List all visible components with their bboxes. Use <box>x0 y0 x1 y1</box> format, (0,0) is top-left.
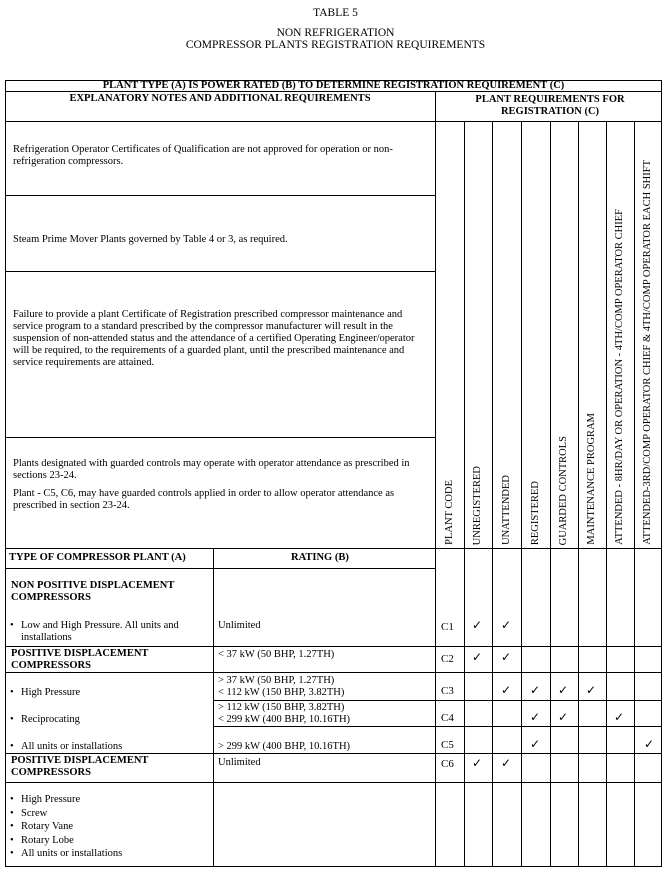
group3-item: • Rotary Vane <box>9 820 209 834</box>
group3-item: • High Pressure <box>9 793 209 807</box>
rule <box>5 646 662 647</box>
rule <box>5 568 435 569</box>
group3-item: • Rotary Lobe <box>9 834 209 848</box>
rule <box>5 672 662 673</box>
code-c5: C5 <box>441 739 454 751</box>
group3-item: • Screw <box>9 807 209 821</box>
requirements-header: PLANT REQUIREMENTS FOR REGISTRATION (C) <box>475 94 625 117</box>
rule <box>5 548 662 549</box>
rule <box>213 726 662 727</box>
check-mark: ✓ <box>501 618 512 632</box>
requirements-table <box>5 80 662 867</box>
check-mark: ✓ <box>586 683 597 697</box>
check-mark: ✓ <box>501 650 512 664</box>
group2-item-2 <box>9 714 209 726</box>
rule <box>521 121 522 867</box>
rating-c5: > 299 kW (400 BHP, 10.16TH) <box>218 741 351 752</box>
code-c6: C6 <box>441 758 454 770</box>
col-registered: REGISTERED <box>530 480 541 545</box>
group2-item: • High Pressure <box>9 687 209 699</box>
check-mark: ✓ <box>501 683 512 697</box>
rule <box>5 782 662 783</box>
code-c1: C1 <box>441 621 454 633</box>
check-mark: ✓ <box>644 737 655 751</box>
rule <box>606 121 607 867</box>
group2-title: POSITIVE DISPLACEMENT COMPRESSORS <box>11 648 149 671</box>
rule <box>5 271 435 272</box>
group1-rating: Unlimited <box>218 620 261 631</box>
col-plant-code: PLANT CODE <box>444 480 455 545</box>
note-1: Refrigeration Operator Certificates of Qualification are not approved for operation or non-refrigeration compressors. <box>13 144 393 167</box>
rule <box>492 121 493 867</box>
check-mark: ✓ <box>614 710 625 724</box>
check-mark: ✓ <box>530 710 541 724</box>
rating-c4-low: > 112 kW (150 BHP, 3.82TH) <box>218 702 345 713</box>
group1-item: • Low and High Pressure. All units and installations <box>9 620 209 644</box>
rule <box>661 80 662 867</box>
code-c4: C4 <box>441 712 454 724</box>
rule <box>213 548 214 867</box>
check-mark: ✓ <box>530 683 541 697</box>
rule <box>5 437 435 438</box>
rule <box>464 121 465 867</box>
rule <box>5 195 435 196</box>
rule <box>5 80 6 867</box>
rule <box>5 866 662 867</box>
check-mark: ✓ <box>558 683 569 697</box>
rule <box>634 121 635 867</box>
group1-title: NON POSITIVE DISPLACEMENT COMPRESSORS <box>11 580 175 603</box>
note-2: Steam Prime Mover Plants governed by Table 4 or 3, as required. <box>13 234 288 245</box>
table-label: TABLE 5 <box>313 7 358 19</box>
rule <box>550 121 551 867</box>
rule <box>435 121 662 122</box>
title-line-2: COMPRESSOR PLANTS REGISTRATION REQUIREMENTS <box>185 39 486 51</box>
rating-c3-low: > 37 kW (50 BHP, 1.27TH) <box>218 675 335 686</box>
group2-item: • Reciprocating <box>9 714 209 726</box>
note-5: Plant - C5, C6, may have guarded controls applied in order to allow operator attendance as prescribed in section 23-24. <box>13 488 395 511</box>
rule <box>5 753 662 754</box>
group1-list <box>9 620 209 644</box>
col-guarded-controls: GUARDED CONTROLS <box>558 435 569 545</box>
group3-title: POSITIVE DISPLACEMENT COMPRESSORS <box>11 755 149 778</box>
type-header: TYPE OF COMPRESSOR PLANT (A) <box>9 552 186 563</box>
check-mark: ✓ <box>501 756 512 770</box>
rule <box>435 91 436 867</box>
note-4: Plants designated with guarded controls may operate with operator attendance as prescribed in sections 23-24. <box>13 458 410 481</box>
col-attended-8hr: ATTENDED - 8HR/DAY OR OPERATION - 4TH/COMP OPERATOR CHIEF <box>614 209 625 545</box>
group3-item: • All units or installations <box>9 847 209 861</box>
rule <box>213 700 662 701</box>
group3-rating: Unlimited <box>218 757 261 768</box>
banner: PLANT TYPE (A) IS POWER RATED (B) TO DETERMINE REGISTRATION REQUIREMENT (C) <box>102 80 565 91</box>
rating-c4-high: < 299 kW (400 BHP, 10.16TH) <box>218 714 351 725</box>
note-3: Failure to provide a plant Certificate of Registration prescribed compressor maintenance and service program to a standard prescribed by the compressor manufacturer will result in the suspension of non-attended status and the attendance of a certified Operating Engineer/operator will be required, to the requirements of a guarded plant, until the prescribed maintenance and service requirements are attained. <box>13 309 415 368</box>
rating-c3-high: < 112 kW (150 BHP, 3.82TH) <box>218 687 345 698</box>
col-unattended: UNATTENDED <box>501 475 512 545</box>
col-maintenance-program: MAINTENANCE PROGRAM <box>586 413 597 545</box>
check-mark: ✓ <box>472 618 483 632</box>
rule <box>578 121 579 867</box>
group2-item: • All units or installations <box>9 741 209 753</box>
col-unregistered: UNREGISTERED <box>472 465 483 545</box>
group2-item-3 <box>9 741 209 753</box>
title-line-1: NON REFRIGERATION <box>276 27 395 39</box>
rule <box>5 121 435 122</box>
check-mark: ✓ <box>558 710 569 724</box>
code-c3: C3 <box>441 685 454 697</box>
rating-c2: < 37 kW (50 BHP, 1.27TH) <box>218 649 335 660</box>
group3-list <box>9 793 209 861</box>
code-c2: C2 <box>441 653 454 665</box>
rating-header: RATING (B) <box>291 552 349 563</box>
check-mark: ✓ <box>530 737 541 751</box>
check-mark: ✓ <box>472 756 483 770</box>
col-attended-3rd: ATTENDED-3RD/COMP OPERATOR CHIEF & 4TH/COMP OPERATOR EACH SHIFT <box>642 160 653 545</box>
group2-item-1 <box>9 687 209 699</box>
notes-header: EXPLANATORY NOTES AND ADDITIONAL REQUIREMENTS <box>69 93 371 104</box>
check-mark: ✓ <box>472 650 483 664</box>
